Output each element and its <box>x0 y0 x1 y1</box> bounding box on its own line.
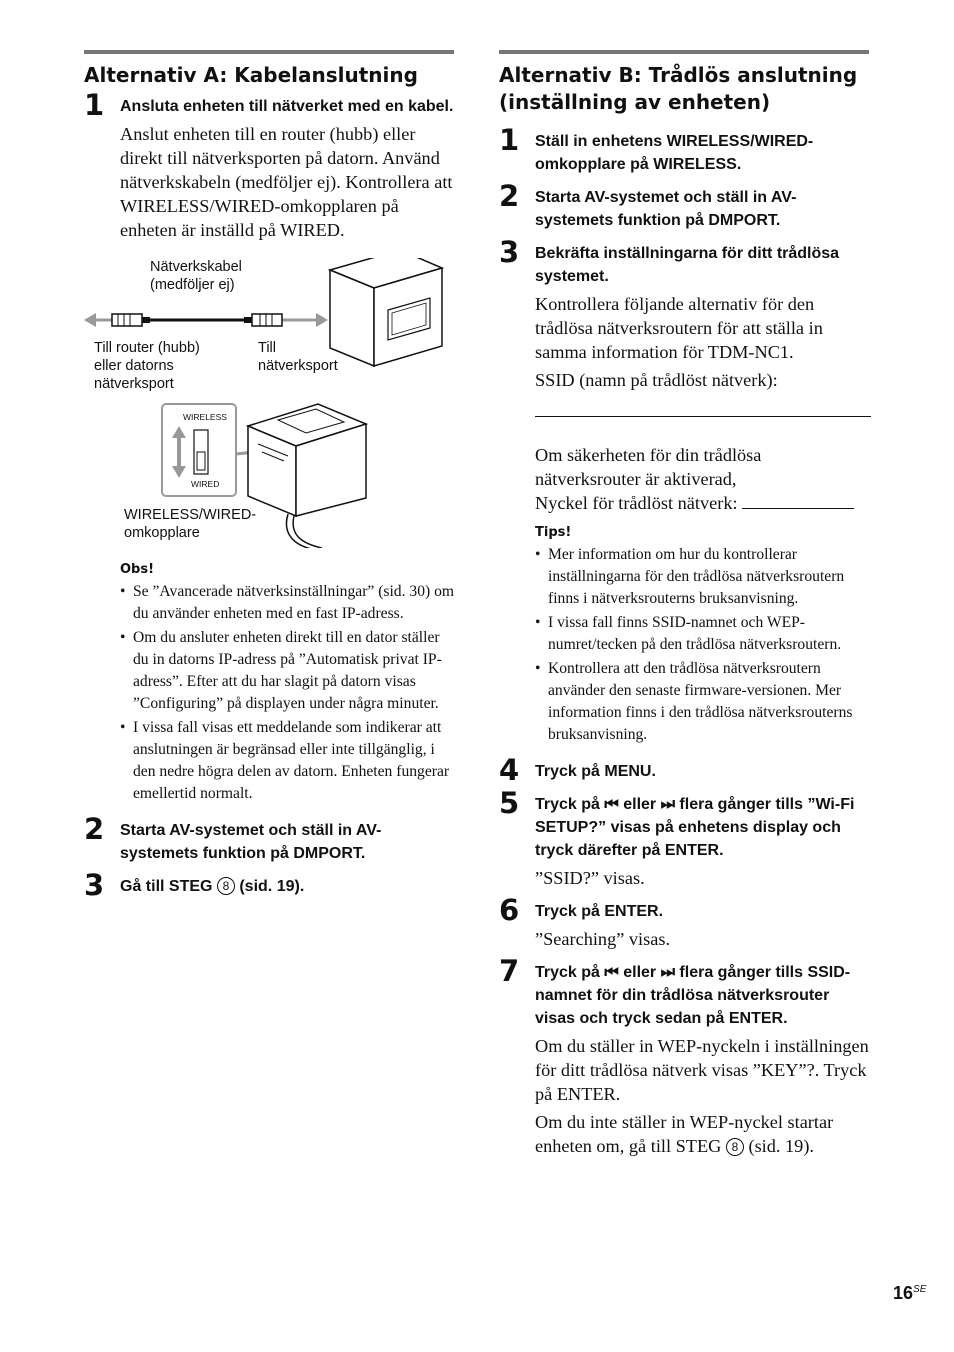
key-blank <box>742 508 854 509</box>
heading-rule <box>499 50 869 54</box>
section-heading-a: Alternativ A: Kabelanslutning <box>84 63 418 87</box>
step-number: 3 <box>84 868 105 902</box>
step-body: ”SSID?” visas. <box>535 868 645 888</box>
step-number: 2 <box>84 812 105 846</box>
tips-list <box>535 544 869 746</box>
step-number: 4 <box>499 753 520 787</box>
step-body: Kontrollera följande alternativ för den trådlösa nätverksroutern för att ställa in samma information för TDM-NC1. <box>535 294 823 362</box>
column-b <box>499 50 869 1164</box>
list-item: • Se ”Avancerade nätverksinställningar” (sid. 30) om du använder enheten med en fast IP-adress. <box>120 581 454 625</box>
step-b4 <box>499 753 869 787</box>
step-title: Tryck på MENU. <box>535 763 656 780</box>
step-a2 <box>84 812 454 865</box>
cable-label: Nätverkskabel (medföljer ej) <box>150 259 242 293</box>
list-item: • Mer information om hur du kontrollerar inställningarna för den trådlösa nätverksroutern finns i nätverksrouterns bruksanvisning. <box>535 544 869 610</box>
router-label: Till router (hubb) eller datorns nätverksport <box>94 340 200 392</box>
step-title: Ställ in enhetens WIRELESS/WIRED-omkopplare på WIRELESS. <box>535 133 814 173</box>
step-circle: 8 <box>217 877 235 895</box>
step-number: 5 <box>499 786 520 820</box>
step-number: 7 <box>499 954 520 988</box>
ssid-label: SSID (namn på trådlöst nätverk): <box>535 370 778 390</box>
section-heading-b: Alternativ B: Trådlös anslutning (inställning av enheten) <box>499 63 858 114</box>
step-title: Ansluta enheten till nätverket med en kabel. <box>120 98 454 115</box>
step-body: Om du ställer in WEP-nyckeln i inställningen för ditt trådlösa nätverk visas ”KEY”?. Tryck på ENTER. <box>535 1036 869 1104</box>
step-body: Anslut enheten till en router (hubb) eller direkt till nätverksporten på datorn. Använd nätverkskabeln (medföljer ej). Kontrollera att WIRELESS/WIRED-omkopplaren på enheten är inställd på WIRED. <box>120 124 453 240</box>
step-title: Tryck på ENTER. <box>535 903 664 920</box>
step-a3 <box>84 868 454 902</box>
plug-right-icon <box>252 314 282 326</box>
step-title: Bekräfta inställningarna för ditt trådlösa systemet. <box>535 245 840 285</box>
step-a1 <box>84 88 454 242</box>
security-text: Om säkerheten för din trådlösa nätverksrouter är aktiverad, <box>535 445 762 489</box>
connection-diagram <box>84 258 454 548</box>
device-cube-icon <box>330 258 442 366</box>
step-b3 <box>499 235 869 515</box>
list-item: • I vissa fall finns SSID-namnet och WEP-numret/tecken på den trådlösa nätverksroutern. <box>535 612 869 656</box>
switch-wireless-label: WIRELESS <box>183 412 227 422</box>
step-title: Starta AV-systemet och ställ in AV-systemets funktion på DMPORT. <box>120 822 382 862</box>
step-number: 3 <box>499 235 520 269</box>
list-item: • I vissa fall visas ett meddelande som indikerar att anslutningen är begränsad eller inte tillgänglig, i den nedre högra delen av datorn. Enheten fungerar emellertid normalt. <box>120 717 454 805</box>
step-body: Om du inte ställer in WEP-nyckel startar enheten om, gå till STEG 8 (sid. 19). <box>535 1112 834 1156</box>
step-number: 2 <box>499 179 520 213</box>
arrow-left-icon <box>84 313 96 327</box>
step-title: Tryck på ⏮ eller ⏭ flera gånger tills SSID-namnet för din trådlösa nätverksrouter visas och tryck sedan på ENTER. <box>535 964 851 1027</box>
step-number: 1 <box>84 88 105 122</box>
ssid-blank <box>535 396 871 417</box>
step-title: Gå till STEG 8 (sid. 19). <box>120 878 305 895</box>
list-item: • Om du ansluter enheten direkt till en dator ställer du in datorns IP-adress på ”Automatisk privat IP-adress”. Efter att du har slagit på datorn visas ”Configuring” på displayen under några minuter. <box>120 627 454 715</box>
obs-heading: Obs! <box>120 562 155 577</box>
step-b1 <box>499 123 869 176</box>
list-item: • Kontrollera att den trådlösa nätverksroutern använder den senaste firmware-versionen. Mer information finns i den trådlösa nätverksrouterns bruksanvisning. <box>535 658 869 746</box>
column-a <box>84 50 454 904</box>
step-b2 <box>499 179 869 232</box>
step-number: 6 <box>499 893 520 927</box>
step-b5 <box>499 786 869 890</box>
step-title: Starta AV-systemet och ställ in AV-systemets funktion på DMPORT. <box>535 189 797 229</box>
page-number: $16^{SE}$ <box>893 1283 927 1303</box>
step-title: Tryck på ⏮ eller ⏭ flera gånger tills ”Wi-Fi SETUP?” visas på enhetens display och tryck därefter på ENTER. <box>535 796 855 859</box>
step-number: 1 <box>499 123 520 157</box>
heading-rule <box>84 50 454 54</box>
step-b7 <box>499 954 869 1158</box>
step-b6 <box>499 893 869 951</box>
step-circle: 8 <box>726 1138 744 1156</box>
key-line: Nyckel för trådlöst nätverk: <box>535 491 869 515</box>
obs-list <box>120 581 454 805</box>
cable-diagram-illustration <box>84 258 454 548</box>
step-body: ”Searching” visas. <box>535 929 671 949</box>
port-label: Till nätverksport <box>258 340 338 374</box>
tips-heading: Tips! <box>535 525 572 540</box>
device-back-icon <box>248 404 366 548</box>
plug-left-icon <box>112 314 142 326</box>
switch-wired-label: WIRED <box>191 479 220 489</box>
switch-label: WIRELESS/WIRED- omkopplare <box>124 507 257 541</box>
arrow-right-icon <box>316 313 328 327</box>
